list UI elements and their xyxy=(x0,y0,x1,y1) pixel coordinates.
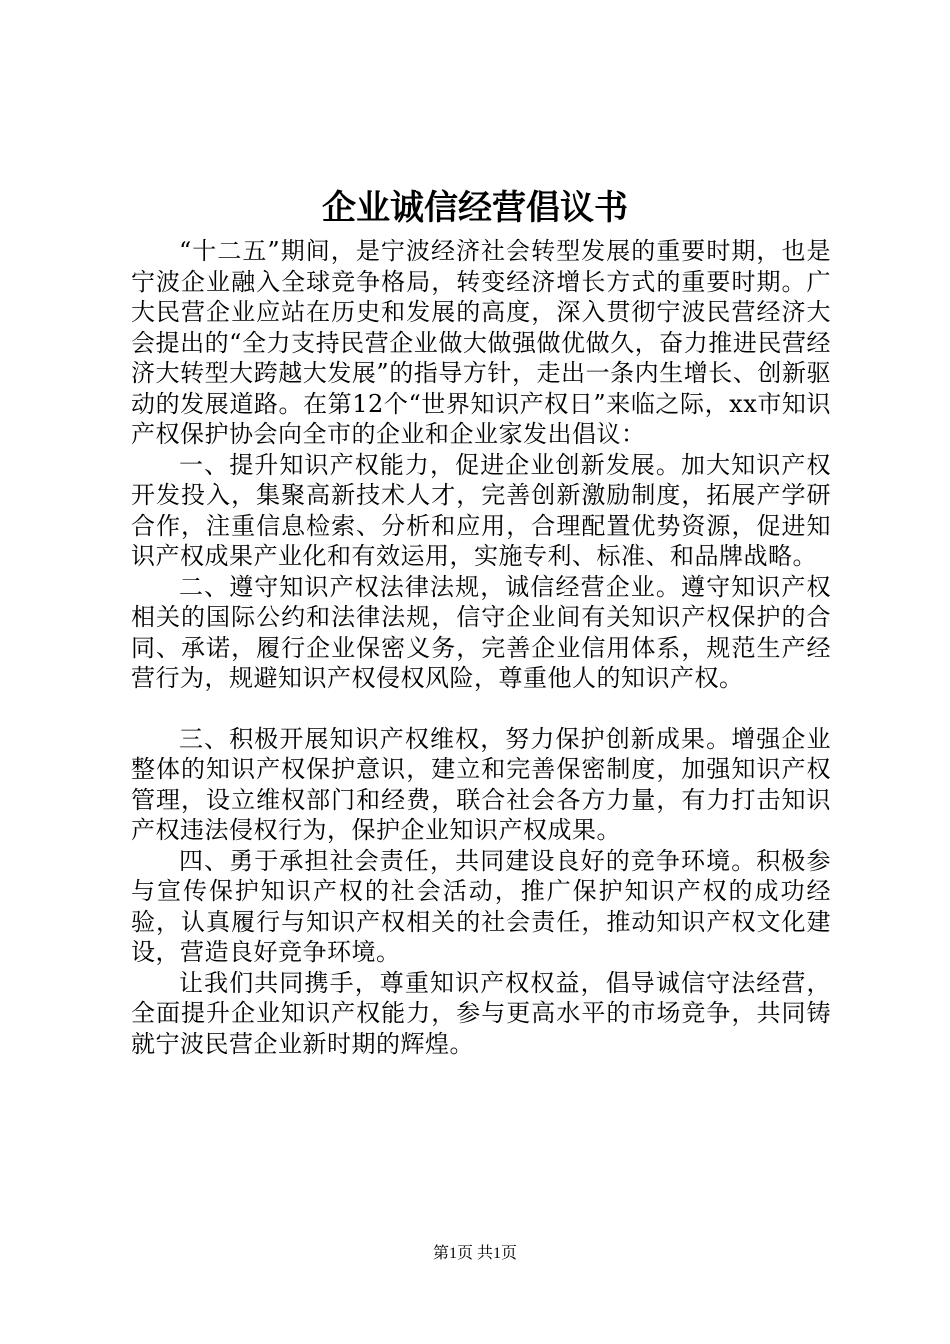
paragraph-point-4: 四、勇于承担社会责任，共同建设良好的竞争环境。积极参与宣传保护知识产权的社会活动，推广保护知识产权的成功经验，认真履行与知识产权相关的社会责任，推动知识产权文化建设，营造良好竞争环境。 xyxy=(131,846,831,966)
paragraph-intro: “十二五”期间，是宁波经济社会转型发展的重要时期，也是宁波企业融入全球竞争格局，转变经济增长方式的重要时期。广大民营企业应站在历史和发展的高度，深入贯彻宁波民营经济大会提出的“全力支持民营企业做大做强做优做久，奋力推进民营经济大转型大跨越大发展”的指导方针，走出一条内生增长、创新驱动的发展道路。在第12个“世界知识产权日”来临之际，xx市知识产权保护协会向全市的企业和企业家发出倡议： xyxy=(131,237,831,448)
paragraph-point-2: 二、遵守知识产权法律法规，诚信经营企业。遵守知识产权相关的国际公约和法律法规，信守企业间有关知识产权保护的合同、承诺，履行企业保密义务，完善企业信用体系，规范生产经营行为，规避知识产权侵权风险，尊重他人的知识产权。 xyxy=(131,572,831,692)
paragraph-point-1: 一、提升知识产权能力，促进企业创新发展。加大知识产权开发投入，集聚高新技术人才，完善创新激励制度，拓展产学研合作，注重信息检索、分析和应用，合理配置优势资源，促进知识产权成果产业化和有效运用，实施专利、标准、和品牌战略。 xyxy=(131,450,831,570)
page-footer: 第1页 共1页 xyxy=(432,1245,517,1262)
paragraph-point-3: 三、积极开展知识产权维权，努力保护创新成果。增强企业整体的知识产权保护意识，建立和完善保密制度，加强知识产权管理，设立维权部门和经费，联合社会各方力量，有力打击知识产权违法侵权行为，保护企业知识产权成果。 xyxy=(131,724,831,844)
document-body xyxy=(131,236,831,1059)
paragraph-closing: 让我们共同携手，尊重知识产权权益，倡导诚信守法经营，全面提升企业知识产权能力，参与更高水平的市场竞争，共同铸就宁波民营企业新时期的辉煌。 xyxy=(131,968,831,1058)
document-title: 企业诚信经营倡议书 xyxy=(322,188,628,228)
